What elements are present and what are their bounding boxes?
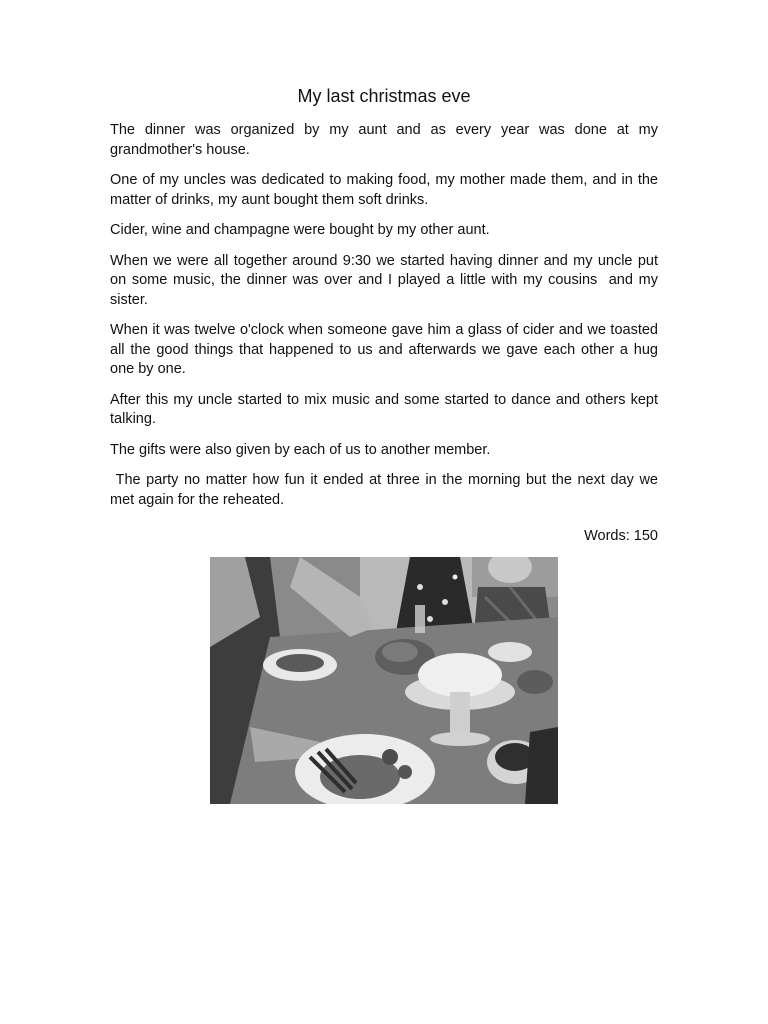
paragraph-7: The gifts were also given by each of us to another member. xyxy=(110,441,491,458)
page-title: My last christmas eve xyxy=(297,86,471,106)
paragraph-4: When we were all together around 9:30 we started having dinner and my uncle put on some music, the dinner was over and I played a little with my cousins and my sister. xyxy=(110,252,663,308)
christmas-dinner-photo xyxy=(210,557,558,804)
word-count: Words: 150 xyxy=(584,528,658,544)
paragraph-8: The party no matter how fun it ended at three in the morning but the next day we met again for the reheated. xyxy=(110,472,663,508)
paragraph-6: After this my uncle started to mix music and some started to dance and others kept talking. xyxy=(110,391,663,427)
paragraph-3: Cider, wine and champagne were bought by my other aunt. xyxy=(110,222,490,238)
paragraph-2: One of my uncles was dedicated to making food, my mother made them, and in the matter of drinks, my aunt bought them soft drinks. xyxy=(110,172,663,208)
essay-body xyxy=(110,121,663,521)
paragraph-1: The dinner was organized by my aunt and as every year was done at my grandmother's house. xyxy=(110,122,663,158)
paragraph-5: When it was twelve o'clock when someone gave him a glass of cider and we toasted all the good things that happened to us and afterwards we gave each other a hug one by one. xyxy=(110,322,663,377)
